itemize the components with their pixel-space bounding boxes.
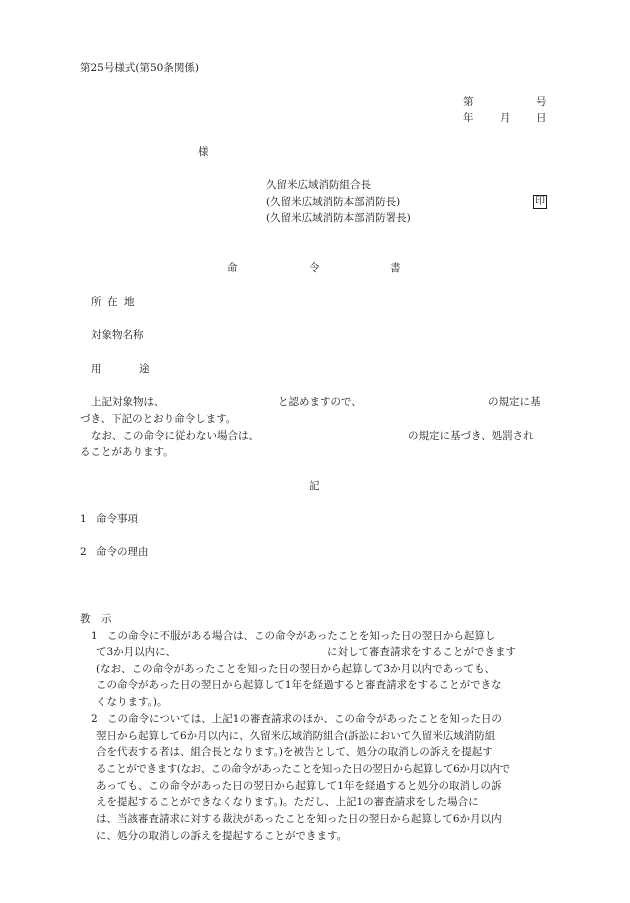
item-2-label: 命令の理由	[96, 546, 149, 558]
body-p1-c: の規定に基	[488, 396, 541, 408]
body-p1-d: づき、下記のとおり命令します。	[80, 413, 237, 425]
title-char-1: 命	[227, 262, 238, 274]
doc-number-suffix: 号	[536, 96, 547, 108]
field-target-name: 対象物名称	[91, 329, 144, 341]
body-p1-a: 上記対象物は、	[91, 396, 165, 408]
issuer-line-3: (久留米広域消防本部消防署長)	[266, 212, 411, 224]
body-p1-b: と認めますので、	[278, 396, 362, 408]
instructions-heading: 教 示	[80, 613, 112, 625]
date-year: 年	[463, 112, 474, 124]
instruction-2-line-3: 合を代表する者は、組合長となります。)を被告として、処分の取消しの訴えを提起す	[96, 746, 493, 758]
title-char-3: 書	[390, 262, 401, 274]
instruction-2-number: 2	[91, 713, 98, 725]
field-location-c2: 在	[107, 296, 118, 308]
issuer-line-1: 久留米広域消防組合長	[266, 179, 371, 191]
instruction-1-line-1: この命令に不服がある場合は、この命令があったことを知った日の翌日から起算し	[107, 630, 496, 642]
date-day: 日	[536, 112, 547, 124]
instruction-1-line-4: この命令があった日の翌日から起算して1年を経過すると審査請求をすることができな	[96, 679, 502, 691]
instruction-1-line-5: くなります。)。	[96, 696, 168, 708]
seal-icon: 印	[535, 196, 545, 207]
field-location-c3: 地	[124, 296, 135, 308]
field-usage-c2: 途	[139, 363, 150, 375]
instruction-1-line-2a: て3か月以内に、	[96, 646, 177, 658]
title-char-2: 令	[309, 262, 320, 274]
body-p2-a: なお、この命令に従わない場合は、	[91, 430, 259, 442]
form-header: 第25号様式(第50条関係)	[80, 62, 199, 74]
instruction-2-line-8: に、処分の取消しの訴えを提起することができます。	[96, 830, 348, 842]
body-p2-b: の規定に基づき、処罰され	[408, 430, 534, 442]
instruction-2-line-1: この命令については、上記1の審査請求のほか、この命令があったことを知った日の	[107, 713, 502, 725]
seal-mark	[533, 195, 547, 209]
ki-heading: 記	[309, 480, 320, 492]
item-1-number: 1	[80, 513, 87, 525]
date-month: 月	[500, 112, 511, 124]
instruction-2-line-4: ることができます(なお、この命令があったことを知った日の翌日から起算して6か月以内で	[96, 763, 510, 775]
body-p2-c: ることがあります。	[80, 446, 174, 458]
instruction-1-number: 1	[91, 630, 98, 642]
instruction-2-line-5: あっても、この命令があった日の翌日から起算して1年を経過すると処分の取消しの訴	[96, 780, 502, 792]
doc-number-prefix: 第	[463, 96, 474, 108]
instruction-1-line-3: (なお、この命令があったことを知った日の翌日から起算して3か月以内であっても、	[96, 663, 496, 675]
item-2-number: 2	[80, 546, 87, 558]
instruction-2-line-2: 翌日から起算して6か月以内に、久留米広域消防組合(訴訟において久留米広域消防組	[96, 730, 496, 742]
instruction-2-line-6: えを提起することができなくなります。)。ただし、上記1の審査請求をした場合に	[96, 796, 479, 808]
field-location-c1: 所	[91, 296, 102, 308]
instruction-1-line-2b: に対して審査請求をすることができます	[327, 646, 516, 658]
field-usage-c1: 用	[91, 363, 102, 375]
item-1-label: 命令事項	[96, 513, 138, 525]
instruction-2-line-7: は、当該審査請求に対する裁決があったことを知った日の翌日から起算して6か月以内	[96, 813, 502, 825]
addressee-suffix: 様	[198, 146, 209, 158]
issuer-line-2: (久留米広域消防本部消防長)	[266, 196, 401, 208]
